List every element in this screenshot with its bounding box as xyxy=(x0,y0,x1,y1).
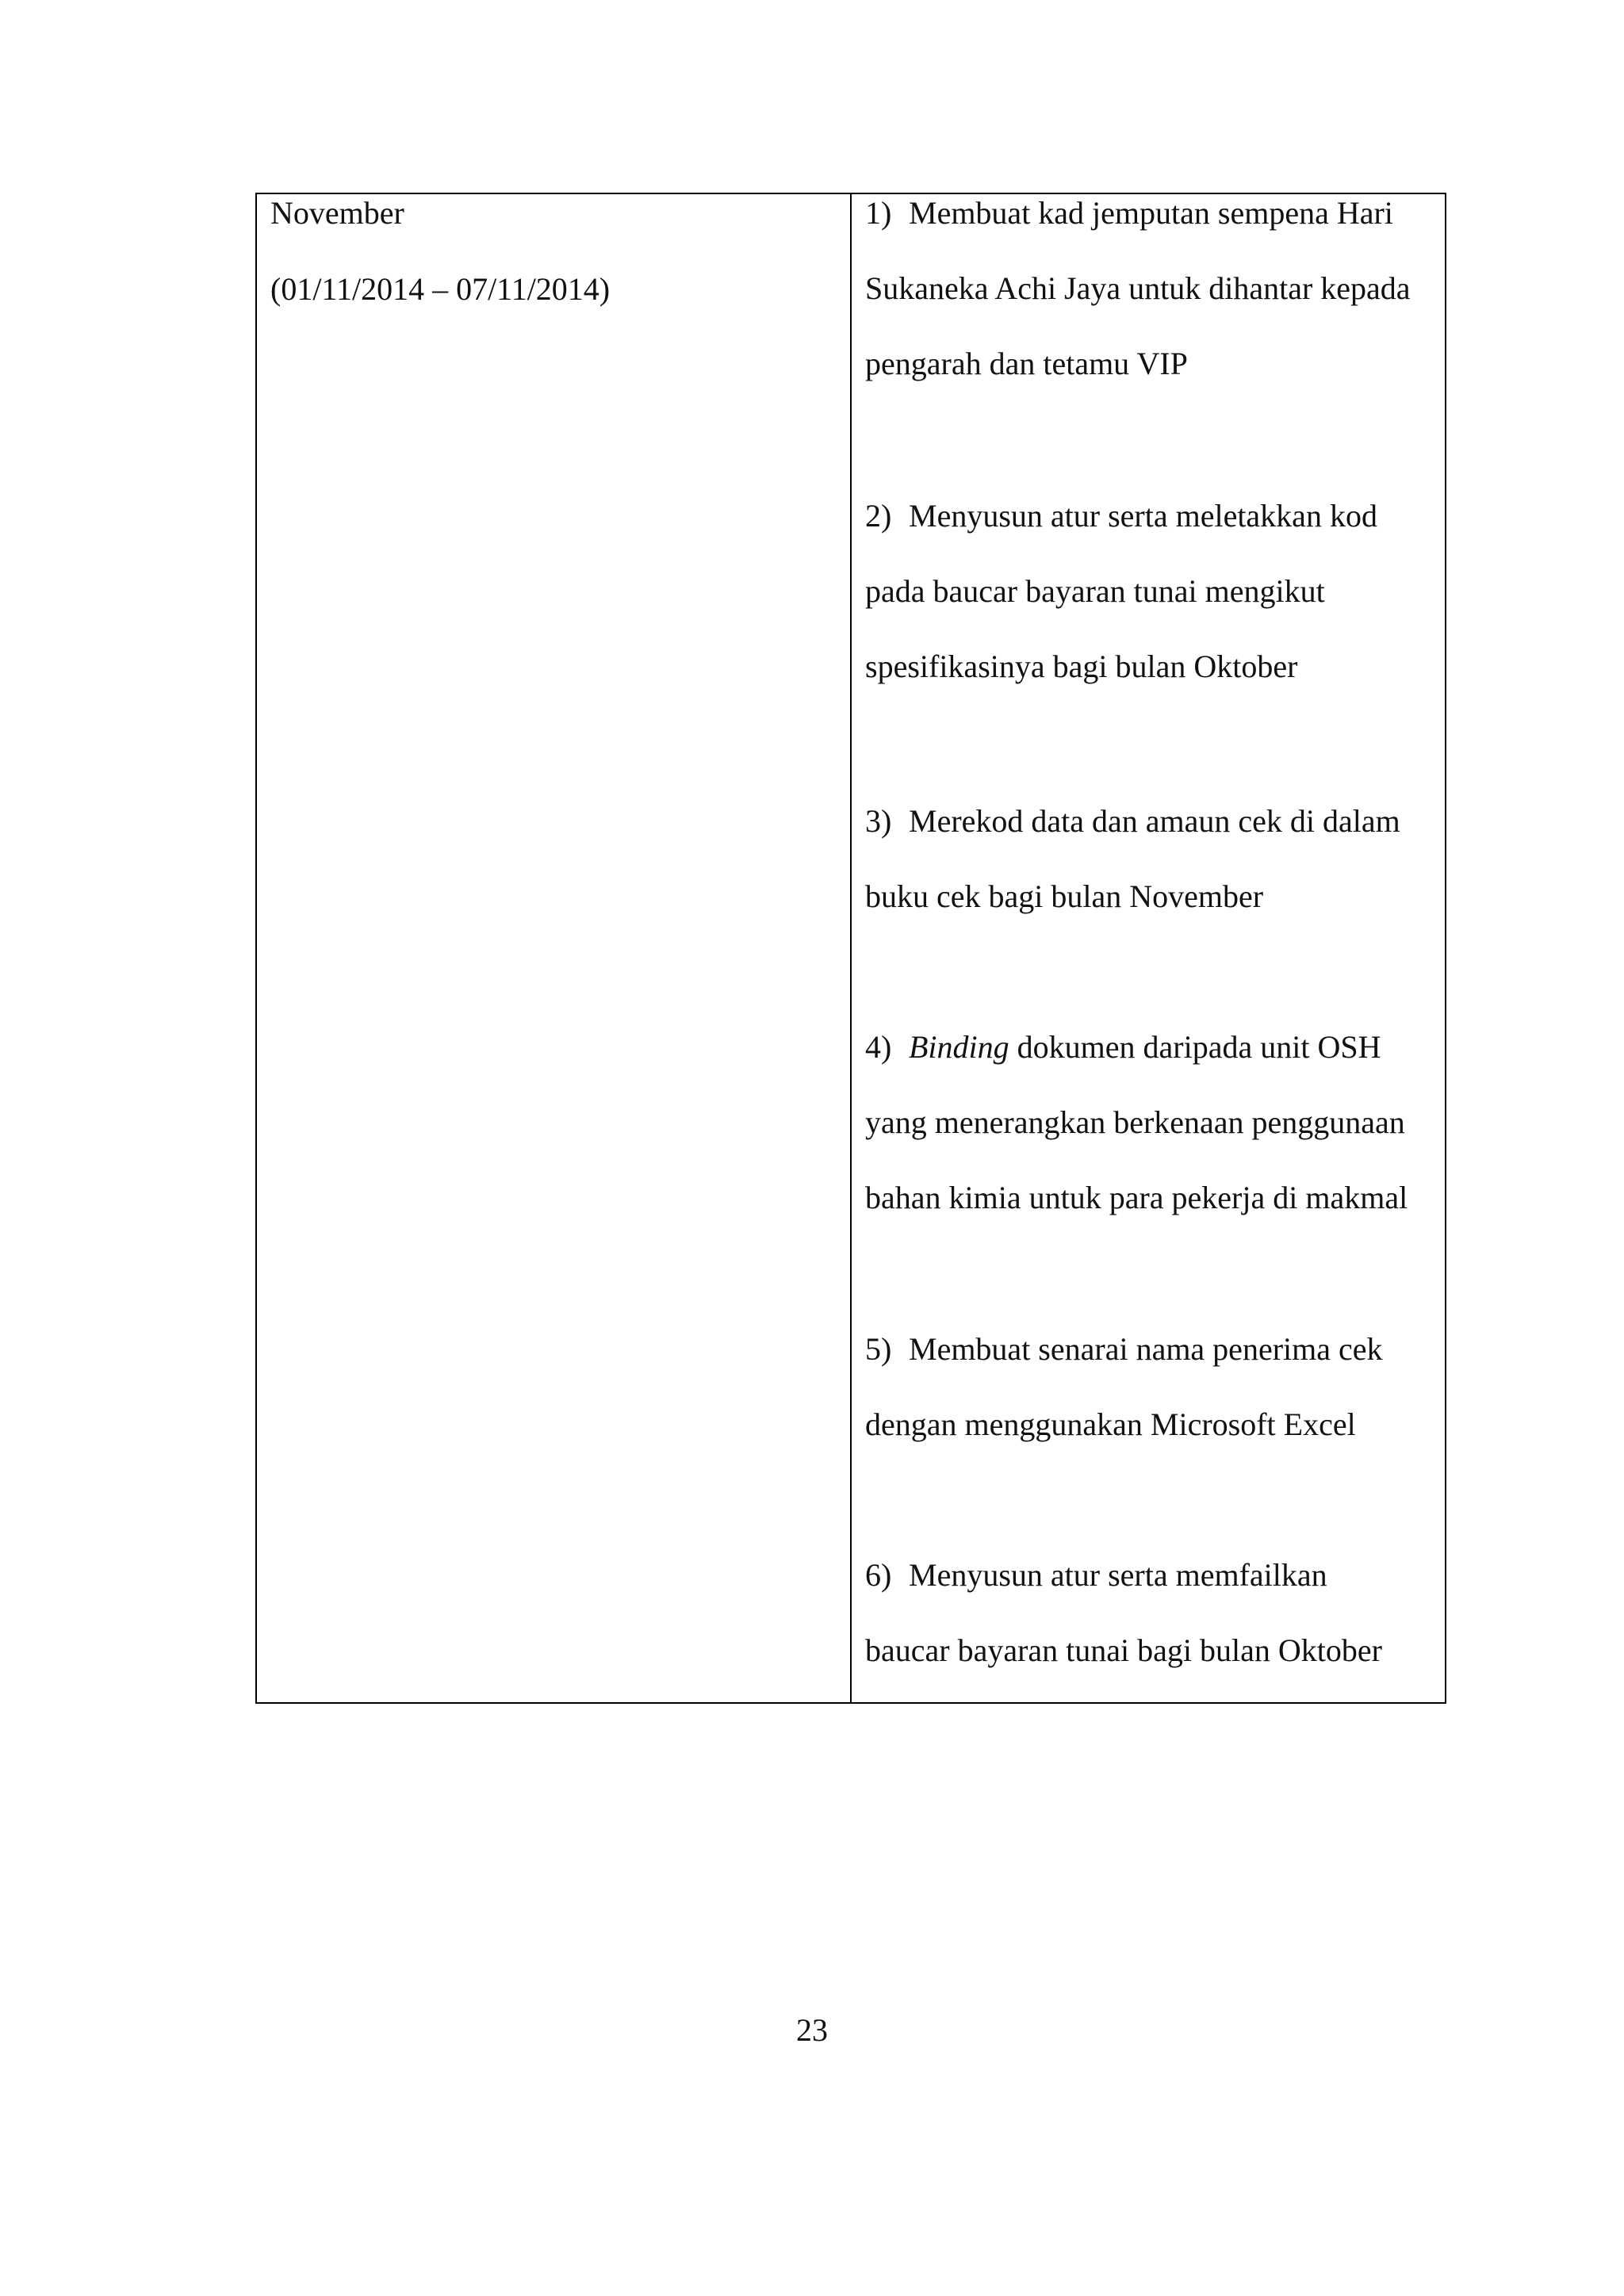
task-item-1 xyxy=(865,194,1411,420)
page-number: 23 xyxy=(796,2012,828,2048)
task-text: spesifikasinya bagi bulan Oktober xyxy=(865,649,1298,684)
tasks-cell xyxy=(852,194,1445,1702)
task-text: pada baucar bayaran tunai mengikut xyxy=(865,573,1325,609)
schedule-table xyxy=(255,193,1446,1704)
task-text: yang menerangkan berkenaan penggunaan xyxy=(865,1104,1405,1140)
period-cell xyxy=(257,194,852,1702)
task-text: dengan menggunakan Microsoft Excel xyxy=(865,1406,1356,1442)
task-number: 3) xyxy=(865,803,892,839)
period-month: November xyxy=(270,195,404,231)
task-italic-term: Binding xyxy=(909,1029,1009,1065)
task-item-5 xyxy=(865,1330,1383,1481)
task-line xyxy=(865,194,1411,270)
task-text: Membuat senarai nama penerima cek xyxy=(909,1331,1383,1367)
task-line xyxy=(865,497,1377,572)
task-item-3 xyxy=(865,802,1400,953)
task-text: pengarah dan tetamu VIP xyxy=(865,346,1188,381)
task-text: buku cek bagi bulan November xyxy=(865,878,1264,914)
task-text: Menyusun atur serta memfailkan xyxy=(909,1557,1327,1593)
task-text: baucar bayaran tunai bagi bulan Oktober xyxy=(865,1632,1382,1668)
task-line xyxy=(865,802,1400,878)
task-number: 1) xyxy=(865,195,892,231)
task-text: Membuat kad jemputan sempena Hari xyxy=(909,195,1393,231)
task-item-4 xyxy=(865,1028,1408,1254)
task-item-2 xyxy=(865,497,1377,723)
task-line xyxy=(865,1330,1383,1406)
task-number: 5) xyxy=(865,1331,892,1367)
task-item-6 xyxy=(865,1556,1382,1707)
task-text: bahan kimia untuk para pekerja di makmal xyxy=(865,1180,1408,1215)
task-text: Merekod data dan amaun cek di dalam xyxy=(909,803,1400,839)
task-number: 4) xyxy=(865,1029,892,1065)
task-number: 2) xyxy=(865,498,892,534)
task-text: Menyusun atur serta meletakkan kod xyxy=(909,498,1377,534)
period-date-range: (01/11/2014 – 07/11/2014) xyxy=(270,271,611,307)
task-number: 6) xyxy=(865,1557,892,1593)
task-line xyxy=(865,1028,1408,1104)
task-text: Sukaneka Achi Jaya untuk dihantar kepada xyxy=(865,270,1411,306)
task-line xyxy=(865,1556,1382,1632)
task-text: dokumen daripada unit OSH xyxy=(1009,1029,1381,1065)
